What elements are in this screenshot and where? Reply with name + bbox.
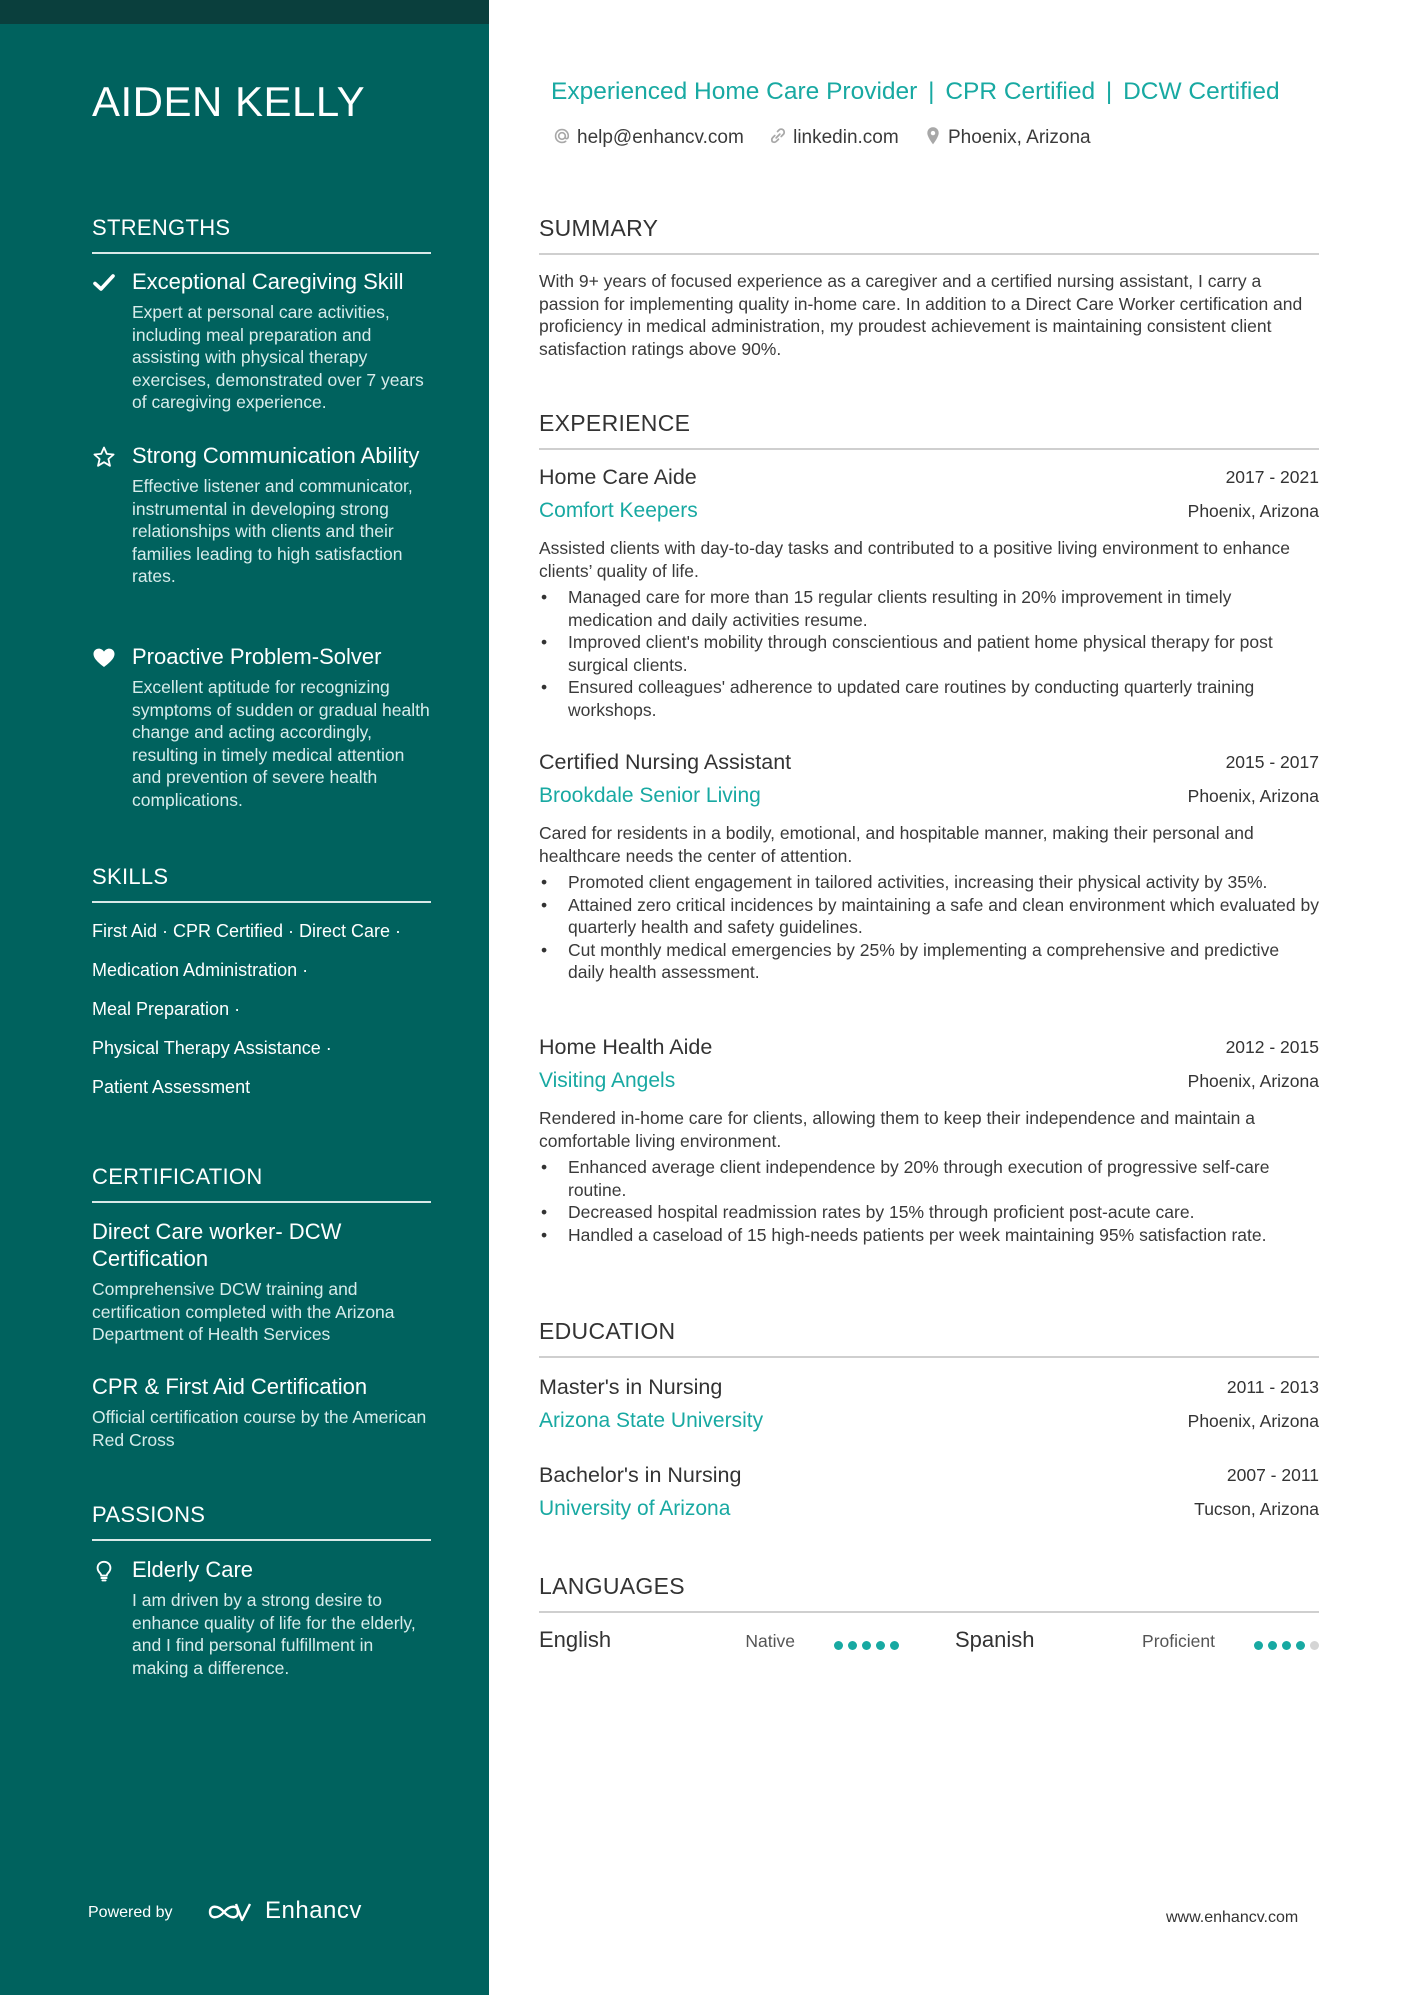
- language-name: Spanish: [955, 1627, 1035, 1652]
- bullet-item: • Improved client's mobility through conscientious and patient home physical therapy for post surgical clients.: [539, 631, 1319, 676]
- language-level: Native: [745, 1631, 795, 1651]
- degree: Bachelor's in Nursing: [539, 1463, 742, 1487]
- job-description: Assisted clients with day-to-day tasks and contributed to a positive living environment to enhance clients’ quality of life.: [539, 538, 1290, 581]
- candidate-name: AIDEN KELLY: [92, 78, 366, 125]
- headline-separator: |: [928, 78, 935, 105]
- experience-entry: [539, 465, 1319, 721]
- rating-dot-filled: [862, 1641, 871, 1650]
- skill-line: First Aid · CPR Certified · Direct Care ·: [92, 921, 402, 941]
- school-name: Arizona State University: [539, 1409, 764, 1432]
- strength-description: Effective listener and communicator, instrumental in developing strong relationships with clients and their families leading to high satisfaction rates.: [132, 476, 413, 586]
- school-name: University of Arizona: [539, 1497, 731, 1520]
- website-link[interactable]: www.enhancv.com: [1166, 1909, 1299, 1926]
- passions-heading: PASSIONS: [92, 1502, 431, 1541]
- job-bullets: [539, 871, 1319, 984]
- summary-heading: SUMMARY: [539, 215, 1319, 255]
- experience-entry: [539, 1035, 1319, 1246]
- powered-by-label: Powered by: [88, 1904, 173, 1921]
- location-text: Phoenix, Arizona: [947, 127, 1091, 148]
- star-icon: [92, 445, 116, 469]
- language-item: [955, 1627, 1319, 1661]
- job-description: Cared for residents in a bodily, emotional, and hospitable manner, making their personal and healthcare needs the center of attention.: [539, 823, 1254, 866]
- bullet-item: • Enhanced average client independence by 20% through execution of progressive self-care routine.: [539, 1156, 1319, 1201]
- rating-dot-filled: [1268, 1641, 1277, 1650]
- rating-dot-empty: [1310, 1641, 1319, 1650]
- skill-line: Patient Assessment: [92, 1077, 251, 1097]
- location-pin-icon: [922, 125, 944, 147]
- bullet-item: • Decreased hospital readmission rates by 15% through proficient post-acute care.: [539, 1201, 1319, 1224]
- contact-email[interactable]: [551, 125, 744, 149]
- degree: Master's in Nursing: [539, 1375, 723, 1399]
- education-heading: EDUCATION: [539, 1318, 1319, 1358]
- bullet-item: • Ensured colleagues' adherence to updated care routines by conducting quarterly training workshops.: [539, 676, 1319, 721]
- summary-text: With 9+ years of focused experience as a caregiver and a certified nursing assistant, I carry a passion for implementing quality in-home care. In addition to a Direct Care Worker certification and proficiency in medical administration, my proudest achievement is maintaining consistent client satisfaction ratings above 90%.: [539, 271, 1303, 359]
- contact-bar: [551, 125, 1109, 149]
- language-item: [539, 1627, 899, 1661]
- bullet-item: • Cut monthly medical emergencies by 25% by implementing a comprehensive and predictive daily health assessment.: [539, 939, 1319, 984]
- rating-dot-filled: [876, 1641, 885, 1650]
- link-icon: [767, 125, 789, 147]
- bullet-item: • Managed care for more than 15 regular clients resulting in 20% improvement in timely medication and daily activities resume.: [539, 586, 1319, 631]
- strength-title: Exceptional Caregiving Skill: [132, 269, 404, 294]
- certification-description: Official certification course by the American Red Cross: [92, 1407, 427, 1450]
- bullet-item: • Handled a caseload of 15 high-needs patients per week maintaining 95% satisfaction rate.: [539, 1224, 1319, 1247]
- education-entry: [539, 1375, 1319, 1443]
- skills-heading: SKILLS: [92, 864, 431, 903]
- certification-title: CPR & First Aid Certification: [92, 1374, 368, 1399]
- headline: [551, 78, 1280, 106]
- company-name: Visiting Angels: [539, 1069, 676, 1092]
- strength-title: Proactive Problem-Solver: [132, 644, 382, 669]
- headline-part: DCW Certified: [1123, 78, 1280, 105]
- rating-dot-filled: [848, 1641, 857, 1650]
- certification-heading: CERTIFICATION: [92, 1164, 431, 1203]
- check-icon: [92, 271, 116, 295]
- certification-item: [92, 1218, 431, 1346]
- headline-separator: |: [1105, 78, 1113, 105]
- contact-location: [922, 125, 1091, 149]
- skill-line: Medication Administration ·: [92, 960, 309, 980]
- rating-dot-filled: [1254, 1641, 1263, 1650]
- at-icon: [551, 125, 573, 147]
- job-location: Phoenix, Arizona: [1187, 501, 1319, 521]
- skills-list: [92, 916, 431, 1111]
- bullet-item: • Attained zero critical incidences by maintaining a safe and clean environment which evaluated by quarterly health and safety guidelines.: [539, 894, 1319, 939]
- school-location: Tucson, Arizona: [1194, 1499, 1319, 1519]
- rating-dot-filled: [1296, 1641, 1305, 1650]
- enhancv-logo-icon[interactable]: [206, 1899, 254, 1925]
- headline-part: CPR Certified: [945, 78, 1096, 105]
- language-rating: [1249, 1637, 1319, 1647]
- heart-icon: [92, 646, 116, 670]
- strength-item: [92, 643, 431, 811]
- strength-description: Expert at personal care activities, including meal preparation and assisting with physical therapy exercises, demonstrated over 7 years of caregiving experience.: [132, 302, 424, 412]
- headline-part: Experienced Home Care Provider: [551, 78, 918, 105]
- rating-dot-filled: [1282, 1641, 1291, 1650]
- skill-line: Physical Therapy Assistance ·: [92, 1038, 332, 1058]
- strength-description: Excellent aptitude for recognizing symptoms of sudden or gradual health change and acting accordingly, resulting in timely medical attention and prevention of severe health complications.: [132, 677, 430, 810]
- job-title: Certified Nursing Assistant: [539, 750, 792, 774]
- rating-dot-filled: [890, 1641, 899, 1650]
- job-location: Phoenix, Arizona: [1187, 1071, 1319, 1091]
- rating-dot-filled: [834, 1641, 843, 1650]
- strength-title: Strong Communication Ability: [132, 443, 420, 468]
- certification-description: Comprehensive DCW training and certification completed with the Arizona Department of Health Services: [92, 1279, 395, 1344]
- languages-heading: LANGUAGES: [539, 1573, 1319, 1613]
- passion-title: Elderly Care: [132, 1557, 254, 1582]
- language-level: Proficient: [1142, 1631, 1215, 1651]
- job-bullets: [539, 586, 1319, 721]
- enhancv-brand-name[interactable]: Enhancv: [265, 1897, 362, 1924]
- job-dates: 2017 - 2021: [1225, 467, 1319, 487]
- certification-title: Direct Care worker- DCW Certification: [92, 1219, 342, 1271]
- education-dates: 2011 - 2013: [1226, 1377, 1319, 1397]
- sidebar-top-bar: [0, 0, 489, 24]
- job-dates: 2012 - 2015: [1225, 1037, 1319, 1057]
- job-description: Rendered in-home care for clients, allowing them to keep their independence and maintain a comfortable living environment.: [539, 1108, 1255, 1151]
- education-dates: 2007 - 2011: [1226, 1465, 1319, 1485]
- languages-list: [539, 1627, 1319, 1661]
- strength-item: [92, 442, 431, 588]
- strengths-heading: STRENGTHS: [92, 215, 431, 254]
- school-location: Phoenix, Arizona: [1187, 1411, 1319, 1431]
- linkedin-text: linkedin.com: [793, 127, 899, 148]
- lightbulb-icon: [92, 1559, 116, 1583]
- company-name: Brookdale Senior Living: [539, 784, 761, 807]
- skill-line: Meal Preparation ·: [92, 999, 241, 1019]
- education-entry: [539, 1463, 1319, 1531]
- job-location: Phoenix, Arizona: [1187, 786, 1319, 806]
- experience-heading: EXPERIENCE: [539, 410, 1319, 450]
- experience-entry: [539, 750, 1319, 984]
- language-rating: [829, 1637, 899, 1647]
- contact-linkedin[interactable]: [767, 125, 899, 149]
- sidebar: [0, 0, 489, 1995]
- email-text: help@enhancv.com: [577, 127, 744, 148]
- job-dates: 2015 - 2017: [1225, 752, 1319, 772]
- company-name: Comfort Keepers: [539, 499, 698, 522]
- language-name: English: [539, 1627, 612, 1652]
- job-bullets: [539, 1156, 1319, 1246]
- job-title: Home Health Aide: [539, 1035, 713, 1059]
- strength-item: [92, 268, 431, 414]
- certification-item: [92, 1373, 431, 1451]
- passion-description: I am driven by a strong desire to enhance quality of life for the elderly, and I find personal fulfillment in making a difference.: [132, 1590, 416, 1678]
- bullet-item: • Promoted client engagement in tailored activities, increasing their physical activity by 35%.: [539, 871, 1319, 894]
- passion-item: [92, 1556, 431, 1679]
- job-title: Home Care Aide: [539, 465, 697, 489]
